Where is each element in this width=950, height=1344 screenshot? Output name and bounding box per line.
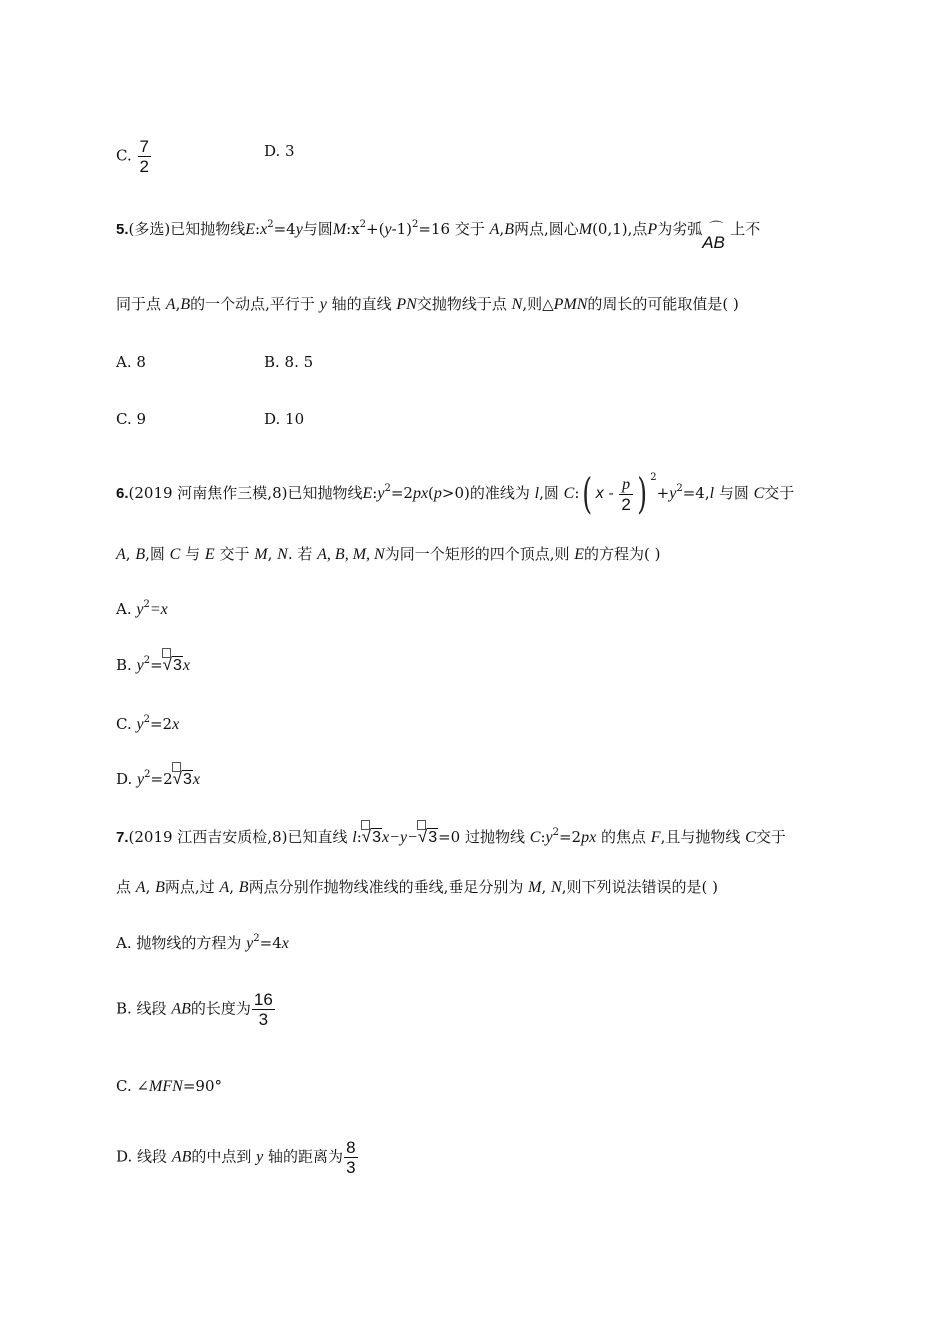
q7-option-d: D. 线段 AB的中点到 y 轴的距离为 $\frac{8}{3}$ [116,1138,356,1177]
q4-option-c: C. $\frac{7}{2}$ [116,137,149,176]
fraction: $\frac{p}{2}$ [621,475,631,514]
q5-line-1: 5.(多选)已知抛物线$E:x^2=4y$与圆$M:x^2+(y-1)^2=16$ 交于 A,B两点,圆心M(0,1),点P为劣弧 ⌒ AB 上不 [116,219,761,252]
q7-option-c: C. ∠MFN=90° [116,1077,222,1095]
q5-option-a: A. 8 [116,353,146,371]
q5-option-b: B. 8. 5 [264,353,314,371]
q6-option-d: D. $y^2=2$ √3x [116,768,200,791]
q7-line-1: 7.(2019 江西吉安质检,8)已知直线 l: √3x−y− √3=0 过抛物线 $C:y^2=2px$ 的焦点 F,且与抛物线 C交于 [116,826,786,849]
radical: √3 [173,768,193,791]
q6-option-c: C. $y^2=2x$ [116,714,180,733]
q5-line-2: 同于点 A,B的一个动点,平行于 y 轴的直线 PN交抛物线于点 N,则△PMN的周长的可能取值是( ) [116,295,739,313]
radical: √3 [418,826,438,849]
q6-line-1: 6.(2019 河南焦作三模,8)已知抛物线$E:y^2=2px(p>0)$的准线为 l,圆 C:( x - $\frac{p}{2}$ ) $^2+y^2=4,l$ 与圆 C交于 [116,469,795,518]
fraction: $\frac{8}{3}$ [346,1138,356,1177]
q6-option-b: B. $y^2=$ √3x [116,654,190,677]
q7-option-a: A. 抛物线的方程为 $y^2=4x$ [116,933,289,952]
q5-option-c: C. 9 [116,410,147,428]
radical: √3 [362,826,382,849]
q6-option-a: A. $y^2=x$ [116,599,168,618]
q6-line-2: A, B,圆 C 与 E 交于 M, N. 若 A, B, M, N为同一个矩形的四个顶点,则 E的方程为( ) [116,545,661,563]
q4-option-d: D. 3 [264,142,295,160]
q5-option-d: D. 10 [264,410,305,428]
fraction: $\frac{7}{2}$ [139,137,149,176]
radical: √3 [163,654,183,677]
q7-option-b: B. 线段 AB的长度为 $\frac{16}{3}$ [116,990,273,1029]
fraction: $\frac{16}{3}$ [253,990,273,1029]
q7-line-2: 点 A, B两点,过 A, B两点分别作抛物线准线的垂线,垂足分别为 M, N,则下列说法错误的是( ) [116,878,718,896]
arc-ab: ⌒ AB [702,221,725,252]
